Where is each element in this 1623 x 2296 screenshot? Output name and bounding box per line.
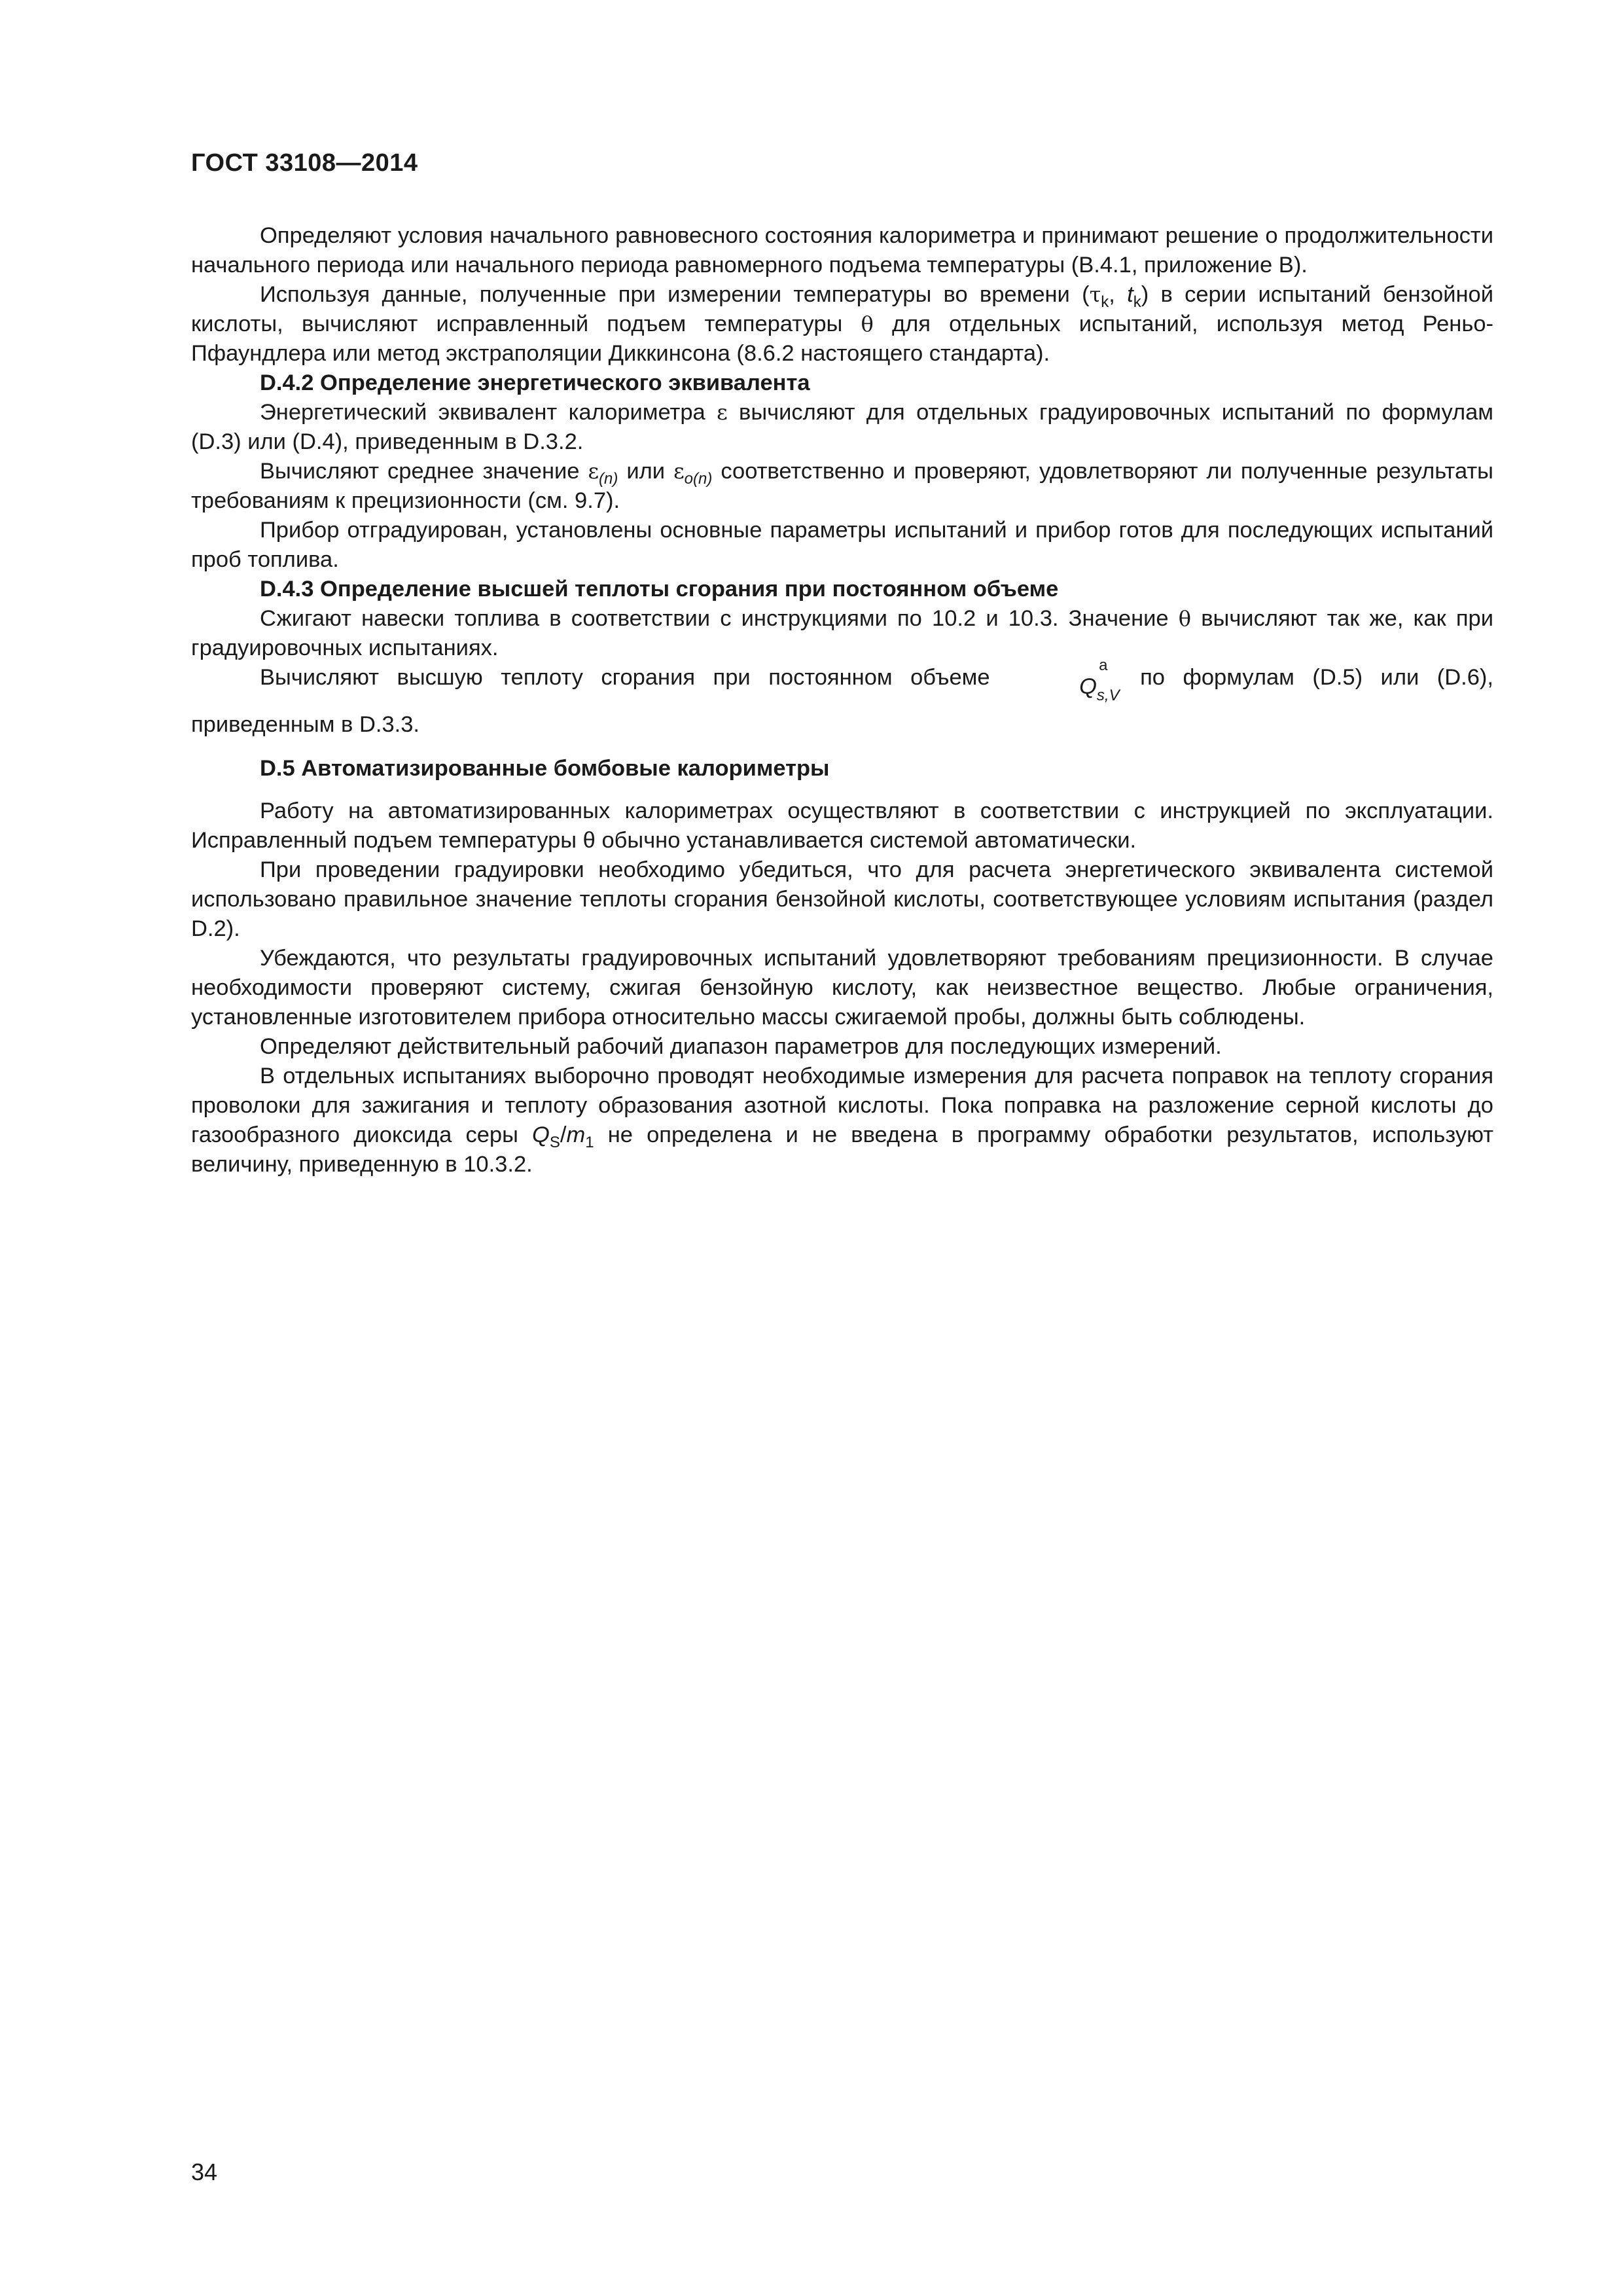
paragraph-corrected-rise: Используя данные, полученные при измерении температуры во времени ($\tau_k$, $t_k$) в серии испытаний бензойной кислоты, вычисляют исправленный подъем температуры θ для отдельных испытаний, используя метод Реньо-Пфаундлера или метод экстраполяции Диккинсона (8.6.2 настоящего стандарта). <box>191 282 1494 366</box>
document-body <box>191 221 1493 1179</box>
paragraph-initial-equilibrium: Определяют условия начального равновесного состояния калориметра и принимают решение о продолжительности начального периода или начального периода равномерного подъема температуры (B.4.1, приложение B). <box>191 223 1493 278</box>
paragraph-mean-value: Вычисляют среднее значение $\varepsilon_{(n)}$ или $\varepsilon_{o(n)}$ соответственно и проверяют, удовлетворяют ли полученные результаты требованиям к прецизионности (см. 9.7). <box>191 459 1493 513</box>
epsilon-n-symbol: ε <box>588 459 599 484</box>
paragraph-gross-calorific: Вычисляют высшую теплоту сгорания при постоянном объеме Q a $_{s,V}$ по формулам (D.5) или (D.6), приведенным в D.3.3. <box>191 656 1493 737</box>
section-heading-d43: D.4.3 Определение высшей теплоты сгорания при постоянном объеме <box>260 577 1059 601</box>
section-heading-d5: D.5 Автоматизированные бомбовые калориметры <box>260 756 830 781</box>
section-heading-d42: D.4.2 Определение энергетического эквивалента <box>260 370 810 395</box>
tau-symbol: τ <box>1089 282 1101 307</box>
epsilon-symbol: ε <box>717 400 728 425</box>
paragraph-working-range: Определяют действительный рабочий диапазон параметров для последующих измерений. <box>260 1034 1222 1059</box>
qs-symbol: Q <box>532 1122 550 1147</box>
paragraph-calibration-check: При проведении градуировки необходимо убедиться, что для расчета энергетического эквивалента системой использовано правильное значение теплоты сгорания бензойной кислоты, соответствующее условиям испытания (раздел D.2). <box>191 857 1493 941</box>
q-symbol: Q a $_{s,V}$ <box>1079 656 1120 704</box>
paragraph-corrections: В отдельных испытаниях выборочно проводят необходимые измерения для расчета поправок на теплоту сгорания проволоки для зажигания и теплоту образования азотной кислоты. Пока поправка на разложение серной кислоты до газообразного диоксида серы $Q_S/m_1$ не определена и не введена в программу обработки результатов, используют величину, приведенную в 10.3.2. <box>191 1064 1494 1177</box>
standard-header: ГОСТ 33108—2014 <box>191 149 418 177</box>
epsilon-on-symbol: ε <box>673 459 685 484</box>
theta-symbol: θ <box>861 312 874 336</box>
paragraph-calibrated: Прибор отградуирован, установлены основные параметры испытаний и прибор готов для последующих испытаний проб топлива. <box>191 518 1493 572</box>
page-number: 34 <box>191 2159 218 2185</box>
paragraph-precision-check: Убеждаются, что результаты градуировочных испытаний удовлетворяют требованиям прецизионности. В случае необходимости проверяют систему, сжигая бензойную кислоту, как неизвестное вещество. Любые ограничения, установленные изготовителем прибора относительно массы сжигаемой пробы, должны быть соблюдены. <box>191 946 1493 1030</box>
paragraph-automated-operation: Работу на автоматизированных калориметрах осуществляют в соответствии с инструкцией по эксплуатации. Исправленный подъем температуры θ обычно устанавливается системой автоматически. <box>191 798 1493 853</box>
theta-symbol: θ <box>1178 606 1192 631</box>
paragraph-energy-equivalent: Энергетический эквивалент калориметра ε вычисляют для отдельных градуировочных испытаний по формулам (D.3) или (D.4), приведенным в D.3.2. <box>191 400 1493 454</box>
t-symbol: t <box>1127 282 1133 307</box>
paragraph-burn-samples: Сжигают навески топлива в соответствии с инструкциями по 10.2 и 10.3. Значение θ вычисляют так же, как при градуировочных испытаниях. <box>191 606 1493 660</box>
